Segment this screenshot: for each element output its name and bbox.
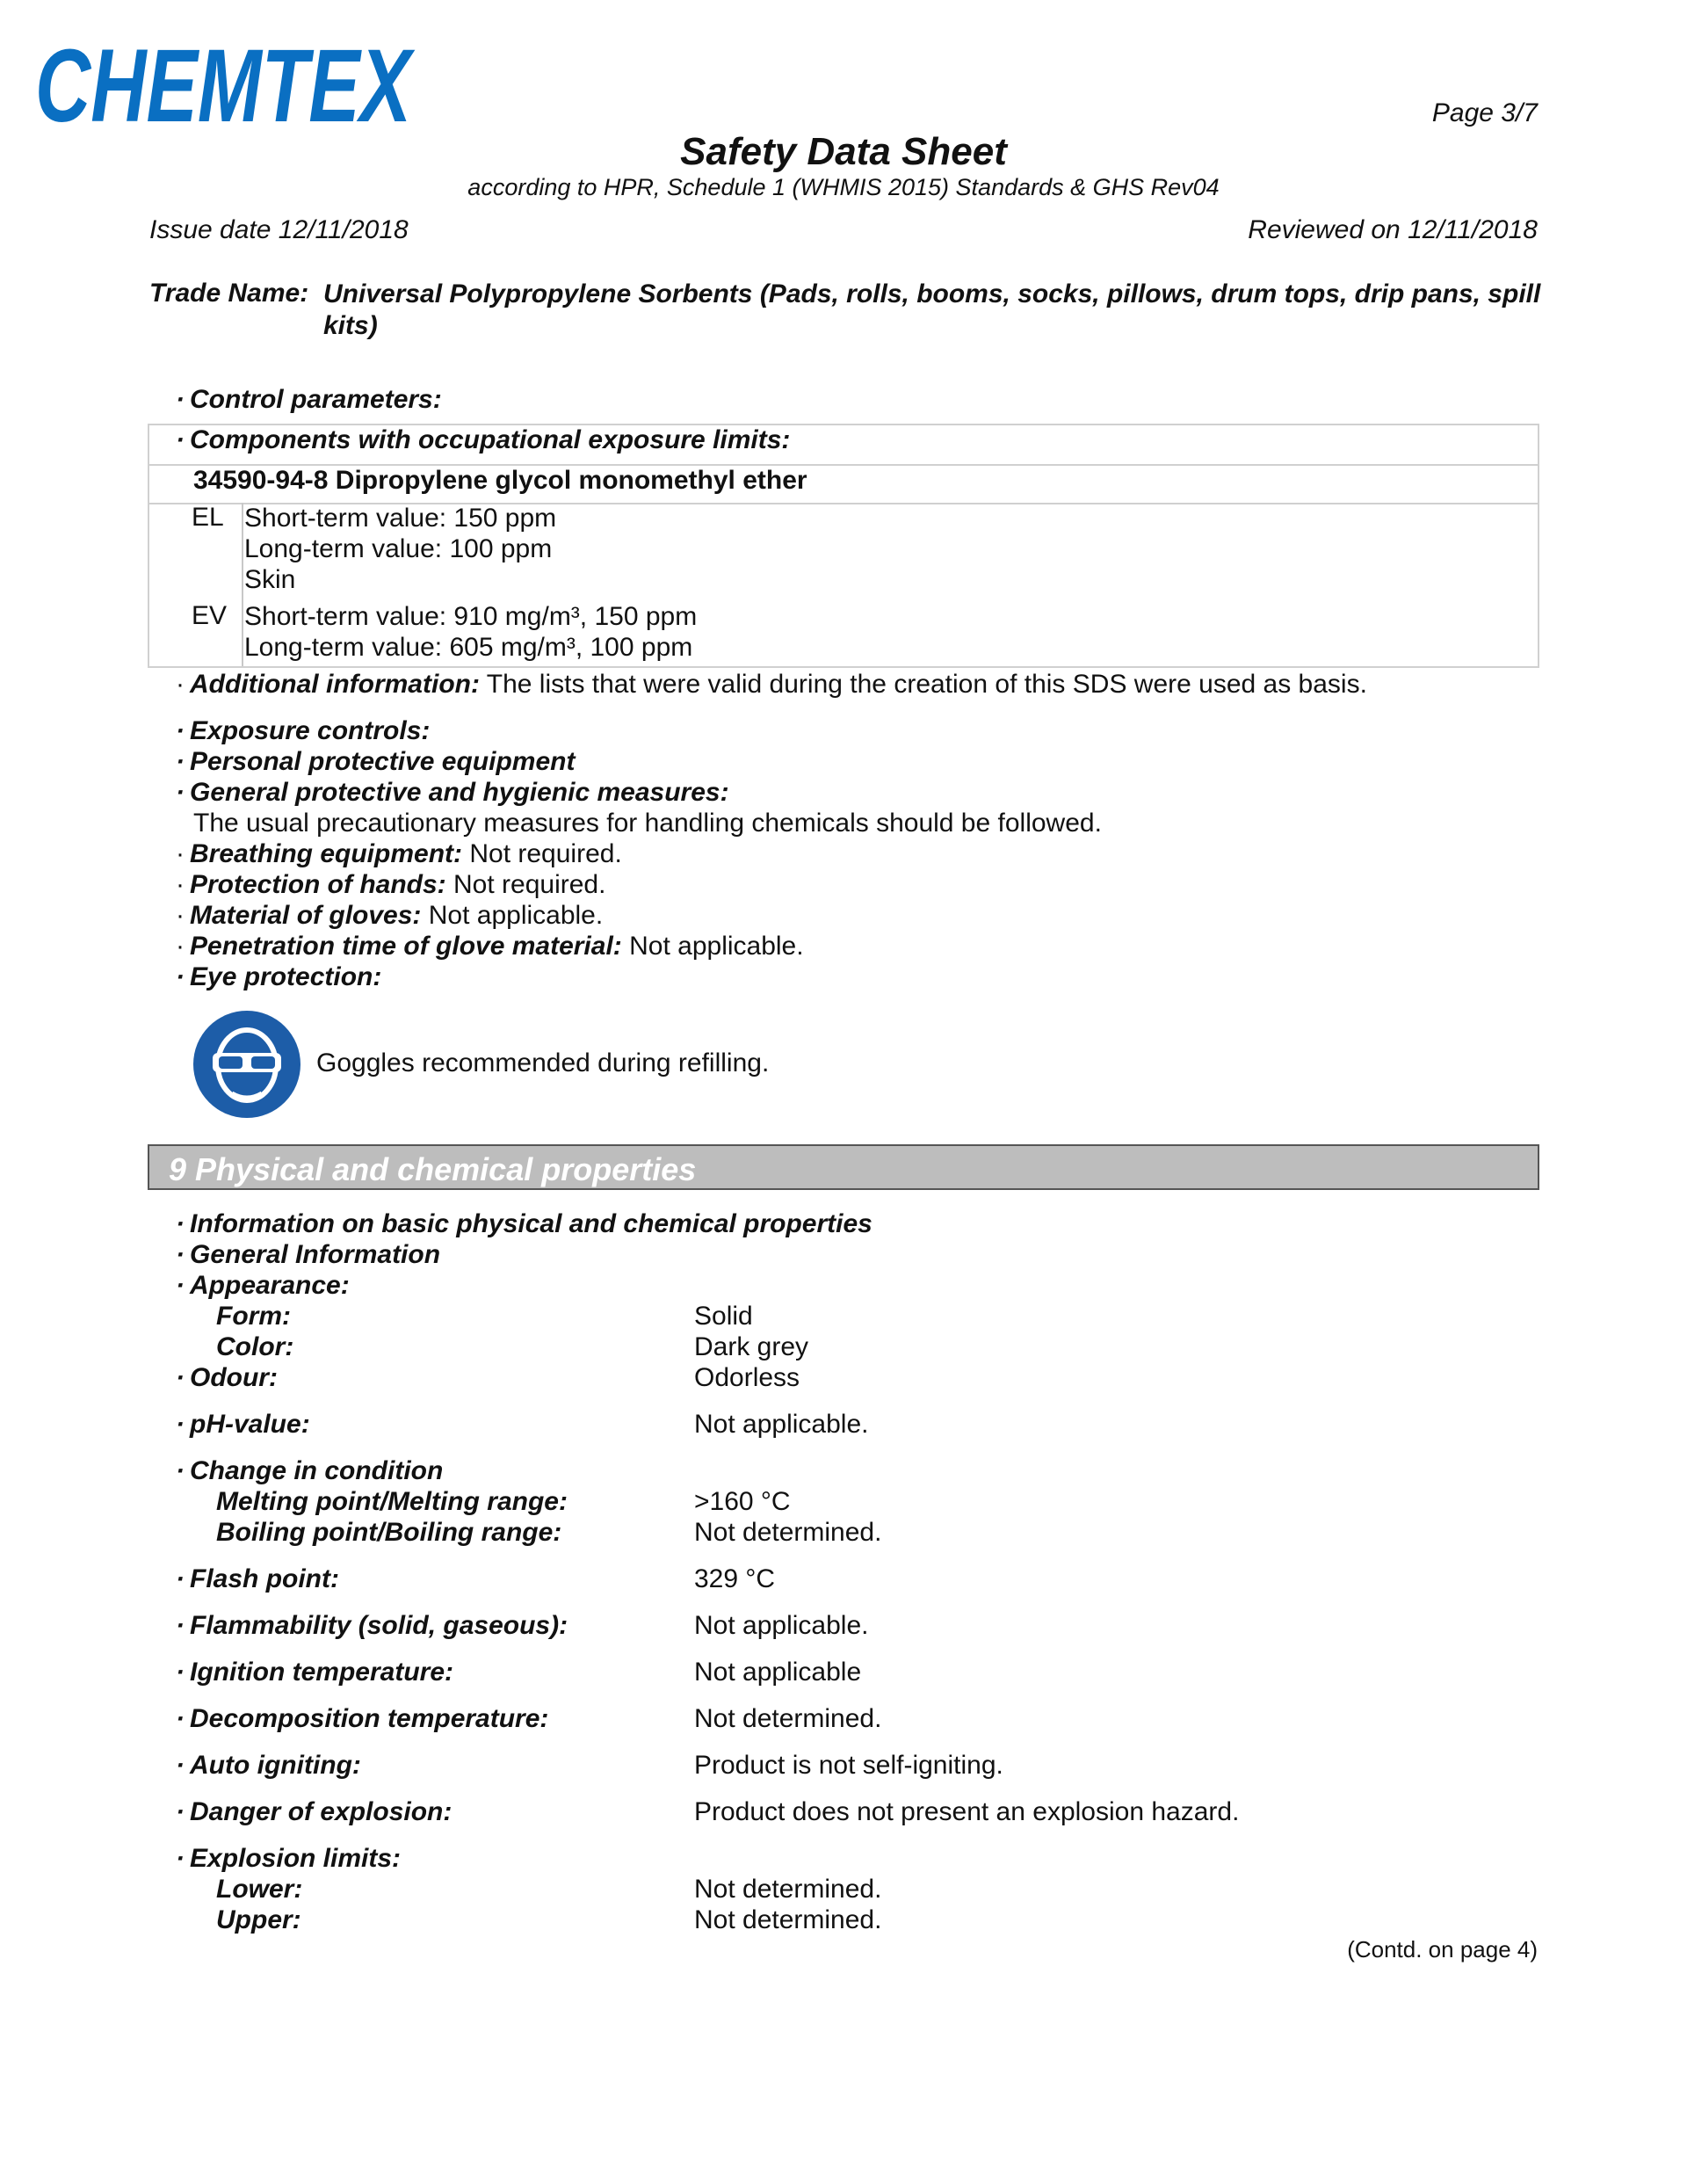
table-divider bbox=[242, 503, 243, 666]
boiling-label: Boiling point/Boiling range: bbox=[216, 1518, 562, 1547]
flash-point-label: · Flash point: bbox=[176, 1564, 339, 1593]
boiling-value: Not determined. bbox=[694, 1518, 882, 1547]
chemtex-logo bbox=[33, 28, 416, 144]
ev-value-1: Short-term value: 910 mg/m³, 150 ppm bbox=[244, 602, 698, 631]
trade-name-label: Trade Name: bbox=[149, 279, 309, 308]
protection-of-hands: · Protection of hands: Not required. bbox=[176, 870, 606, 899]
material-of-gloves: · Material of gloves: Not applicable. bbox=[176, 901, 604, 930]
goggles-icon bbox=[192, 1009, 302, 1120]
decomposition-label: · Decomposition temperature: bbox=[176, 1704, 549, 1733]
danger-of-explosion-value: Product does not present an explosion hazard. bbox=[694, 1797, 1240, 1826]
el-value-3: Skin bbox=[244, 565, 296, 594]
ppe-heading: · Personal protective equipment bbox=[176, 747, 576, 776]
section-9-title: 9 Physical and chemical properties bbox=[169, 1151, 697, 1187]
danger-of-explosion-label: · Danger of explosion: bbox=[176, 1797, 453, 1826]
color-label: Color: bbox=[216, 1332, 294, 1361]
melting-value: >160 °C bbox=[694, 1487, 791, 1516]
breathing-equipment: · Breathing equipment: Not required. bbox=[176, 839, 622, 868]
general-information-heading: · General Information bbox=[176, 1240, 441, 1269]
components-heading: · Components with occupational exposure limits: bbox=[176, 425, 791, 454]
el-abbr: EL bbox=[192, 503, 224, 532]
ph-value: Not applicable. bbox=[694, 1410, 869, 1439]
logo-text: CHEMTEX bbox=[35, 28, 416, 144]
upper-limit-label: Upper: bbox=[216, 1905, 301, 1934]
change-in-condition-heading: · Change in condition bbox=[176, 1456, 444, 1485]
general-measures-text: The usual precautionary measures for handling chemicals should be followed. bbox=[193, 809, 1102, 838]
appearance-heading: · Appearance: bbox=[176, 1271, 350, 1300]
flammability-value: Not applicable. bbox=[694, 1611, 869, 1640]
odour-value: Odorless bbox=[694, 1363, 800, 1392]
continued-note: (Contd. on page 4) bbox=[1347, 1936, 1538, 1963]
explosion-limits-heading: · Explosion limits: bbox=[176, 1844, 402, 1873]
form-value: Solid bbox=[694, 1302, 753, 1331]
upper-limit-value: Not determined. bbox=[694, 1905, 882, 1934]
substance-name: 34590-94-8 Dipropylene glycol monomethyl ether bbox=[193, 466, 807, 495]
ev-value-2: Long-term value: 605 mg/m³, 100 ppm bbox=[244, 633, 693, 662]
el-value-2: Long-term value: 100 ppm bbox=[244, 534, 553, 563]
page-number: Page 3/7 bbox=[1431, 98, 1538, 127]
general-measures-heading: · General protective and hygienic measures: bbox=[176, 778, 729, 807]
additional-information: · Additional information: The lists that were valid during the creation of this SDS were used as basis. bbox=[176, 670, 1367, 699]
ignition-label: · Ignition temperature: bbox=[176, 1658, 454, 1687]
substance-row bbox=[149, 464, 1538, 504]
auto-igniting-value: Product is not self-igniting. bbox=[694, 1751, 1003, 1780]
flammability-label: · Flammability (solid, gaseous): bbox=[176, 1611, 568, 1640]
lower-limit-label: Lower: bbox=[216, 1875, 303, 1904]
ignition-value: Not applicable bbox=[694, 1658, 862, 1687]
color-value: Dark grey bbox=[694, 1332, 809, 1361]
eye-protection-text: Goggles recommended during refilling. bbox=[316, 1048, 770, 1077]
exposure-controls-heading: · Exposure controls: bbox=[176, 716, 431, 745]
control-parameters-heading: · Control parameters: bbox=[176, 385, 442, 414]
decomposition-value: Not determined. bbox=[694, 1704, 882, 1733]
eye-protection-heading: · Eye protection: bbox=[176, 962, 382, 991]
trade-name-value: Universal Polypropylene Sorbents (Pads, rolls, booms, socks, pillows, drum tops, drip pans, spill kits) bbox=[323, 279, 1541, 340]
reviewed-date: Reviewed on 12/11/2018 bbox=[1248, 215, 1538, 244]
table-header-row bbox=[149, 425, 1538, 466]
el-value-1: Short-term value: 150 ppm bbox=[244, 504, 557, 533]
ph-label: · pH-value: bbox=[176, 1410, 310, 1439]
form-label: Form: bbox=[216, 1302, 291, 1331]
document-title: Safety Data Sheet bbox=[680, 130, 1007, 173]
lower-limit-value: Not determined. bbox=[694, 1875, 882, 1904]
penetration-time: · Penetration time of glove material: Not applicable. bbox=[176, 932, 804, 961]
basic-properties-heading: · Information on basic physical and chemical properties bbox=[176, 1209, 872, 1238]
document-subtitle: according to HPR, Schedule 1 (WHMIS 2015) Standards & GHS Rev04 bbox=[467, 174, 1220, 200]
issue-date: Issue date 12/11/2018 bbox=[149, 215, 409, 244]
auto-igniting-label: · Auto igniting: bbox=[176, 1751, 361, 1780]
melting-label: Melting point/Melting range: bbox=[216, 1487, 568, 1516]
exposure-limits-table bbox=[148, 424, 1539, 668]
ev-abbr: EV bbox=[192, 601, 228, 630]
flash-point-value: 329 °C bbox=[694, 1564, 776, 1593]
section-9-header bbox=[148, 1144, 1539, 1190]
odour-label: · Odour: bbox=[176, 1363, 278, 1392]
